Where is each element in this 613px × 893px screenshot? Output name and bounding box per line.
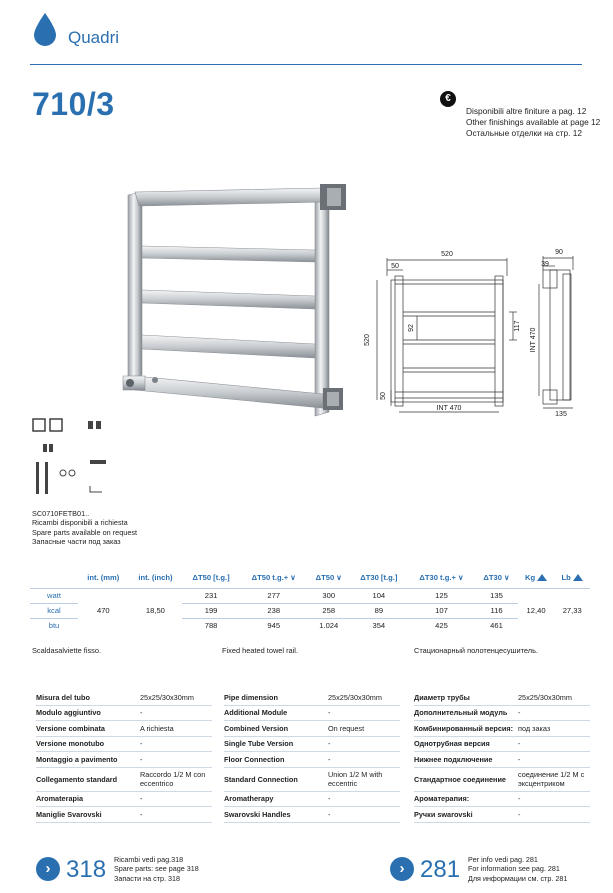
description-en: Fixed heated towel rail. xyxy=(222,646,298,655)
spec-row: Ароматерапия: - xyxy=(414,792,590,808)
product-photo xyxy=(115,180,355,420)
table-cell: 89 xyxy=(350,603,408,618)
header-dt50-tg: ΔT50 [t.g.] xyxy=(192,573,230,583)
description-ru: Стационарный полотенцесушитель. xyxy=(414,646,538,655)
row-label: kcal xyxy=(30,603,78,618)
arrow-right-icon[interactable]: › xyxy=(36,857,60,881)
table-cell: 277 xyxy=(240,588,308,603)
table-cell: 107 xyxy=(408,603,476,618)
dim-front-height: 520 xyxy=(364,334,371,346)
header-int-mm: int. (mm) xyxy=(87,573,120,583)
description-it: Scaldasalviette fisso. xyxy=(32,646,102,655)
spec-row: Floor Connection - xyxy=(224,752,400,768)
spare-parts-ru: Запасные части под заказ xyxy=(32,537,121,547)
header-kg: Kg xyxy=(518,568,555,588)
arrow-right-icon[interactable]: › xyxy=(390,857,414,881)
specs-italian xyxy=(36,690,212,823)
spare-parts-it: Ricambi disponibili a richiesta xyxy=(32,518,128,528)
table-cell: 788 xyxy=(204,621,218,631)
header-dt30-v: ΔT30 ∨ xyxy=(483,573,510,583)
info-page-note: Per info vedi pag. 281 For information see pag. 281 Для информации см. стр. 281 xyxy=(468,855,568,883)
spec-row: Standard Connection Union 1/2 M with eccentric xyxy=(224,768,400,792)
dim-side-bottom: 135 xyxy=(555,411,567,418)
table-cell: 116 xyxy=(475,603,517,618)
dim-side-depth: 90 xyxy=(555,249,563,256)
row-label: watt xyxy=(30,588,78,603)
spec-row: Комбинированный версия: под заказ xyxy=(414,721,590,737)
dim-side-top: 39 xyxy=(541,261,549,268)
specs-english xyxy=(224,690,400,823)
performance-table xyxy=(30,568,590,633)
spec-row: Aromatherapy - xyxy=(224,792,400,808)
header-int-inch: int. (inch) xyxy=(138,573,173,583)
finishes-euro-icon: € xyxy=(440,91,456,107)
weight-triangle-icon xyxy=(573,574,583,581)
header-dt50-tgv: ΔT50 t.g.+ ∨ xyxy=(251,573,296,583)
spec-row: Однотрубная версия - xyxy=(414,737,590,753)
spec-row: Modulo aggiuntivo - xyxy=(36,706,212,722)
spec-row: Versione monotubo - xyxy=(36,737,212,753)
spec-row: Ручки swarovski - xyxy=(414,807,590,823)
spec-row: Collegamento standard Raccordo 1/2 M con eccentrico xyxy=(36,768,212,792)
spec-row: Maniglie Svarovski - xyxy=(36,807,212,823)
header-lb: Lb xyxy=(554,568,590,588)
spec-row: Дополнительный модуль - xyxy=(414,706,590,722)
table-cell: 238 xyxy=(240,603,308,618)
finishes-note-en: Other finishings available at page 12 xyxy=(466,117,601,127)
table-cell: 425 xyxy=(435,621,448,631)
specs-russian xyxy=(414,690,590,823)
spec-row: Нижнее подключение - xyxy=(414,752,590,768)
spec-row: Montaggio a pavimento - xyxy=(36,752,212,768)
table-cell: 135 xyxy=(475,588,517,603)
header-dt30-tgv: ΔT30 t.g.+ ∨ xyxy=(419,573,464,583)
model-number: 710/3 xyxy=(32,86,115,122)
table-cell: 1.024 xyxy=(319,621,339,631)
dim-front-side-bottom: 50 xyxy=(380,392,387,400)
water-drop-icon xyxy=(32,12,58,48)
cell-int-inch: 18,50 xyxy=(129,588,183,633)
cell-lb: 27,33 xyxy=(554,588,590,633)
header-divider xyxy=(30,64,582,65)
table-cell: 125 xyxy=(408,588,476,603)
weight-triangle-icon xyxy=(537,574,547,581)
dim-front-side: 50 xyxy=(391,263,399,270)
technical-drawing xyxy=(355,240,595,420)
spec-row: Диаметр трубы 25x25/30x30mm xyxy=(414,690,590,706)
spare-parts-page-link[interactable]: 318 xyxy=(66,856,107,883)
spec-row: Additional Module - xyxy=(224,706,400,722)
spec-row: Swarovski Handles - xyxy=(224,807,400,823)
dim-bar-gap: 117 xyxy=(514,320,521,332)
row-label: btu xyxy=(48,621,60,631)
finishes-note xyxy=(466,106,600,139)
table-cell: 231 xyxy=(182,588,240,603)
spec-row: Misura del tubo 25x25/30x30mm xyxy=(36,690,212,706)
cell-int-mm: 470 xyxy=(78,588,129,633)
spec-row: Combined Version On request xyxy=(224,721,400,737)
spec-row: Aromaterapia - xyxy=(36,792,212,808)
header-dt30-tg: ΔT30 [t.g.] xyxy=(360,573,398,583)
dim-side-int: INT 470 xyxy=(530,327,537,353)
dim-front-width: 520 xyxy=(441,251,453,258)
info-page-link[interactable]: 281 xyxy=(420,856,461,883)
spare-parts-icons xyxy=(30,416,120,500)
table-cell: 354 xyxy=(372,621,386,631)
table-cell: 945 xyxy=(267,621,281,631)
table-cell: 199 xyxy=(182,603,240,618)
cell-kg: 12,40 xyxy=(518,588,555,633)
spare-parts-code: SC0710FETB01.. xyxy=(32,509,90,518)
spec-row: Pipe dimension 25x25/30x30mm xyxy=(224,690,400,706)
table-row xyxy=(30,588,590,603)
table-cell: 258 xyxy=(308,603,350,618)
table-cell: 300 xyxy=(308,588,350,603)
spare-parts-en: Spare parts available on request xyxy=(32,527,138,537)
dim-front-int: INT 470 xyxy=(436,405,462,412)
table-cell: 461 xyxy=(490,621,503,631)
spare-parts-page-note: Ricambi vedi pag.318 Spare parts: see page 318 Запасти на стр. 318 xyxy=(114,855,199,883)
spec-row: Стандартное соединение соединение 1/2 M с эксцентриком xyxy=(414,768,590,792)
finishes-note-ru: Остальные отделки на стр. 12 xyxy=(466,128,583,138)
spec-row: Versione combinata A richiesta xyxy=(36,721,212,737)
spare-parts-info xyxy=(32,509,137,547)
brand-name: Quadri xyxy=(68,28,120,47)
table-cell: 104 xyxy=(350,588,408,603)
header-dt50-v: ΔT50 ∨ xyxy=(315,573,342,583)
finishes-note-it: Disponibili altre finiture a pag. 12 xyxy=(466,106,587,116)
dim-spacing: 92 xyxy=(408,324,415,332)
spec-row: Single Tube Version - xyxy=(224,737,400,753)
